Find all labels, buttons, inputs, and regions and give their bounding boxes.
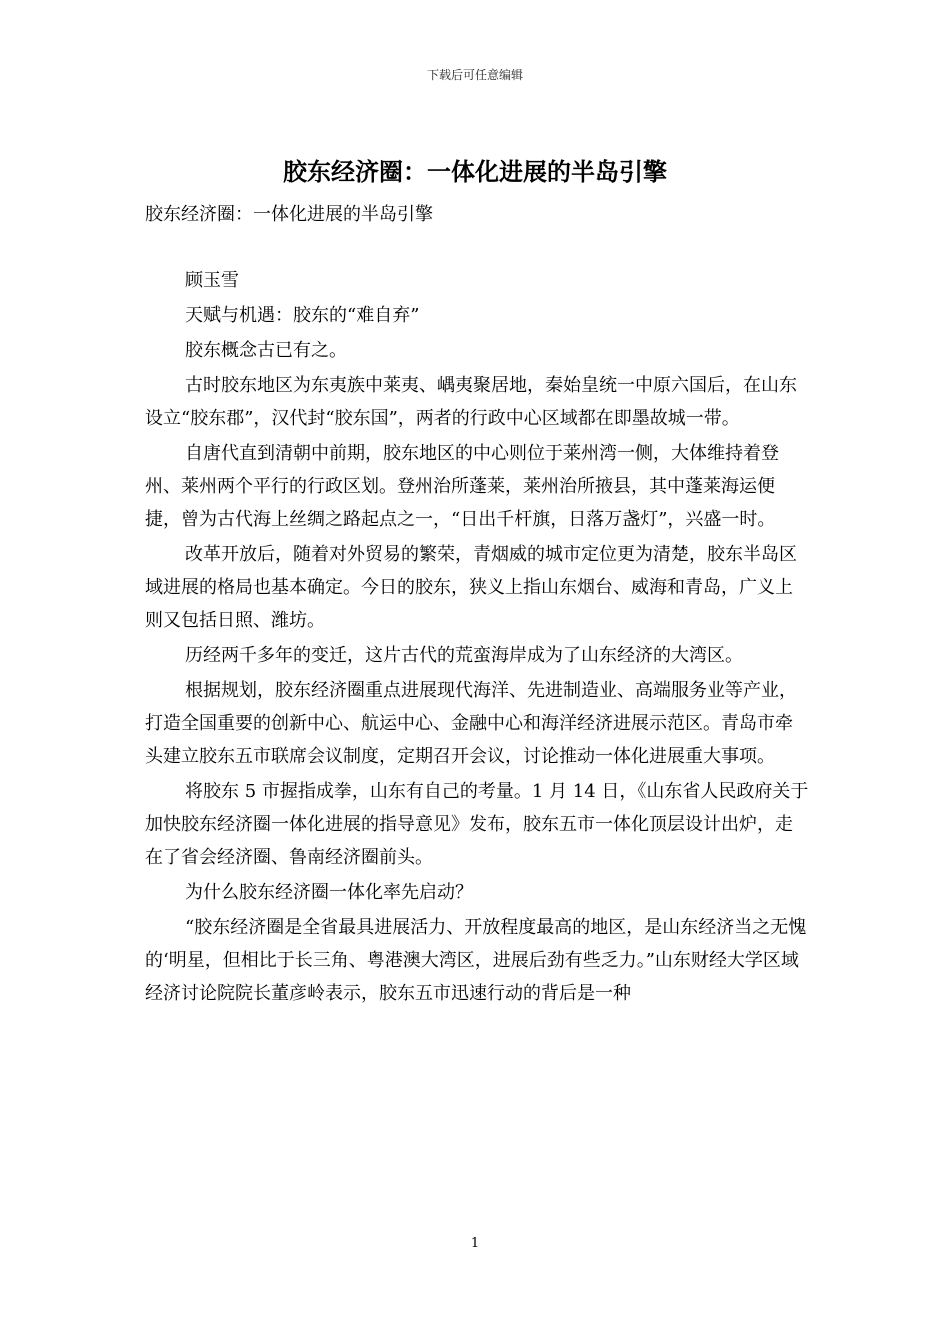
header-note: 下载后可任意编辑 [426, 68, 523, 82]
paragraph: “胶东经济圈是全省最具进展活力、开放程度最高的地区，是山东经济当之无愧的‘明星，但相比于长三角、粤港澳大湾区，进展后劲有些乏力。”山东财经大学区域经济讨论院院长董彦岭表示，胶东五市迅速行动的背后是一种 [145, 917, 807, 1004]
document-title: 胶东经济圈：一体化进展的半岛引擎 [283, 157, 667, 186]
paragraph: 根据规划，胶东经济圈重点进展现代海洋、先进制造业、高端服务业等产业，打造全国重要的创新中心、航运中心、金融中心和海洋经济进展示范区。青岛市牵头建立胶东五市联席会议制度，定期召开会议，讨论推动一体化进展重大事项。 [145, 680, 797, 767]
paragraph: 古时胶东地区为东夷族中莱夷、嵎夷聚居地，秦始皇统一中原六国后，在山东设立“胶东郡”，汉代封“胶东国”，两者的行政中心区域都在即墨故城一带。 [145, 375, 797, 429]
author-line: 顾玉雪 [185, 270, 239, 291]
section-heading: 天赋与机遇：胶东的“难自弃” [185, 305, 420, 326]
paragraph: 将胶东 5 市握指成拳，山东有自己的考量。1 月 14 日，《山东省人民政府关于加快胶东经济圈一体化进展的指导意见》发布，胶东五市一体化顶层设计出炉，走在了省会经济圈、鲁南经济圈前头。 [145, 781, 809, 868]
paragraph: 改革开放后，随着对外贸易的繁荣，青烟威的城市定位更为清楚，胶东半岛区域进展的格局也基本确定。今日的胶东，狭义上指山东烟台、威海和青岛，广义上则又包括日照、潍坊。 [145, 544, 797, 631]
document-body [145, 198, 810, 1010]
page-number: 1 [470, 1236, 480, 1251]
paragraph: 为什么胶东经济圈一体化率先启动？ [185, 882, 473, 903]
paragraph: 胶东概念古已有之。 [185, 340, 347, 361]
document-subtitle: 胶东经济圈：一体化进展的半岛引擎 [145, 204, 433, 225]
paragraph: 自唐代直到清朝中前期，胶东地区的中心则位于莱州湾一侧，大体维持着登州、莱州两个平行的行政区划。登州治所蓬莱，莱州治所掖县，其中蓬莱海运便捷，曾为古代海上丝绸之路起点之一，“日出千杆旗，日落万盏灯”，兴盛一时。 [145, 443, 779, 530]
paragraph: 历经两千多年的变迁，这片古代的荒蛮海岸成为了山东经济的大湾区。 [185, 645, 743, 666]
